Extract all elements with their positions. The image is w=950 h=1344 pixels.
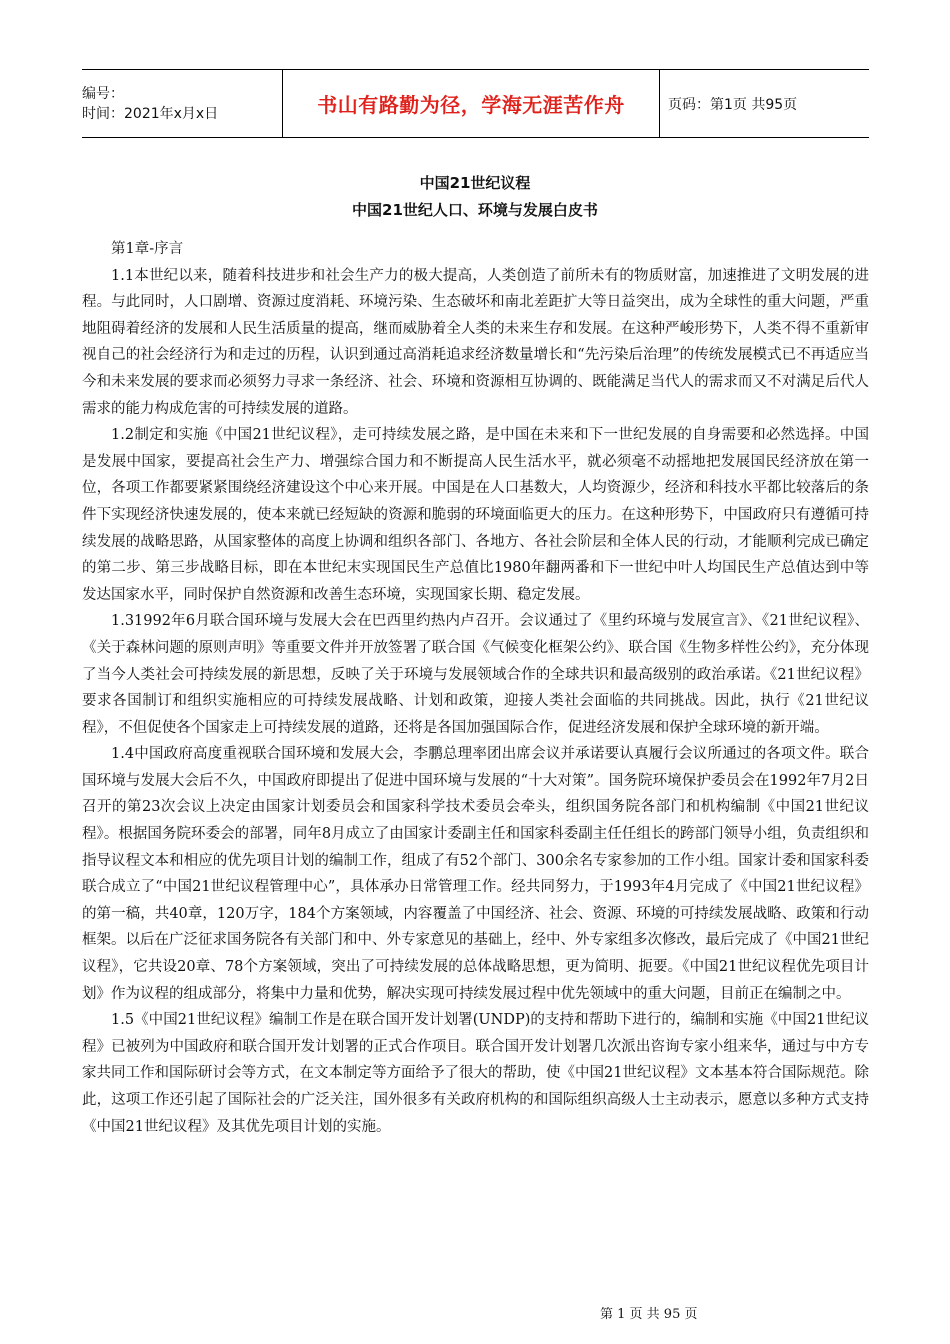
header-motto: 书山有路勤为径，学海无涯苦作舟 — [317, 93, 625, 117]
page-header — [82, 69, 869, 138]
chapter-heading: 第1章-序言 — [111, 241, 184, 257]
header-page-info: 页码：第1页 共95页 — [668, 96, 798, 113]
header-motto-cell — [283, 70, 660, 137]
header-meta — [82, 70, 283, 137]
paragraph-1-3: 1.31992年6月联合国环境与发展大会在巴西里约热内卢召开。会议通过了《里约环境与发展宣言》、《21世纪议程》、《关于森林问题的原则声明》等重要文件并开放签署了联合国《气候变化框架公约》、联合国《生物多样性公约》，充分体现了当今人类社会可持续发展的新思想，反映了关于环境与发展领域合作的全球共识和最高级别的政治承诺。《21世纪议程》要求各国制订和组织实施相应的可持续发展战略、计划和政策，迎接人类社会面临的共同挑战。因此，执行《21世纪议程》，不但促使各个国家走上可持续发展的道路，还将是各国加强国际合作，促进经济发展和保护全球环境的新开端。 — [82, 613, 869, 736]
paragraph-1-4: 1.4中国政府高度重视联合国环境和发展大会，李鹏总理率团出席会议并承诺要认真履行会议所通过的各项文件。联合国环境与发展大会后不久，中国政府即提出了促进中国环境与发展的“十大对策”。国务院环境保护委员会在1992年7月2日召开的第23次会议上决定由国家计划委员会和国家科学技术委员会牵头，组织国务院各部门和机构编制《中国21世纪议程》。根据国务院环委会的部署，同年8月成立了由国家计委副主任和国家科委副主任任组长的跨部门领导小组，负责组织和指导议程文本和相应的优先项目计划的编制工作，组成了有52个部门、300余名专家参加的工作小组。国家计委和国家科委联合成立了“中国21世纪议程管理中心”，具体承办日常管理工作。经共同努力，于1993年4月完成了《中国21世纪议程》的第一稿，共40章，120万字，184个方案领域，内容覆盖了中国经济、社会、资源、环境的可持续发展战略、政策和行动框架。以后在广泛征求国务院各有关部门和中、外专家意见的基础上，经中、外专家组多次修改，最后完成了《中国21世纪议程》，它共设20章、78个方案领域，突出了可持续发展的总体战略思想，更为简明、扼要。《中国21世纪议程优先项目计划》作为议程的组成部分，将集中力量和优势，解决实现可持续发展过程中优先领域中的重大问题，目前正在编制之中。 — [82, 746, 869, 1002]
document-subtitle: 中国21世纪人口、环境与发展白皮书 — [352, 201, 598, 219]
page-footer: 第 1 页 共 95 页 — [600, 1307, 698, 1322]
document-time-label: 时间：2021年x月x日 — [82, 105, 219, 122]
document-body — [82, 236, 869, 1140]
document-number-label: 编号： — [82, 85, 124, 102]
paragraph-1-1: 1.1本世纪以来，随着科技进步和社会生产力的极大提高，人类创造了前所未有的物质财富，加速推进了文明发展的进程。与此同时，人口剧增、资源过度消耗、环境污染、生态破坏和南北差距扩大等日益突出，成为全球性的重大问题，严重地阻碍着经济的发展和人民生活质量的提高，继而威胁着全人类的未来生存和发展。在这种严峻形势下，人类不得不重新审视自己的社会经济行为和走过的历程，认识到通过高消耗追求经济数量增长和“先污染后治理”的传统发展模式已不再适应当今和未来发展的要求而必须努力寻求一条经济、社会、环境和资源相互协调的、既能满足当代人的需求而又不对满足后代人需求的能力构成危害的可持续发展的道路。 — [82, 267, 869, 417]
paragraph-1-5: 1.5《中国21世纪议程》编制工作是在联合国开发计划署(UNDP)的支持和帮助下进行的，编制和实施《中国21世纪议程》已被列为中国政府和联合国开发计划署的正式合作项目。联合国开发计划署几次派出咨询专家小组来华，通过与中方专家共同工作和国际研讨会等方式，在文本制定等方面给予了很大的帮助，使《中国21世纪议程》文本基本符合国际规范。除此，这项工作还引起了国际社会的广泛关注，国外很多有关政府机构的和国际组织高级人士主动表示，愿意以多种方式支持《中国21世纪议程》及其优先项目计划的实施。 — [82, 1012, 869, 1135]
paragraph-1-2: 1.2制定和实施《中国21世纪议程》，走可持续发展之路，是中国在未来和下一世纪发展的自身需要和必然选择。中国是发展中国家，要提高社会生产力、增强综合国力和不断提高人民生活水平，就必须毫不动摇地把发展国民经济放在第一位，各项工作都要紧紧围绕经济建设这个中心来开展。中国是在人口基数大，人均资源少，经济和科技水平都比较落后的条件下实现经济快速发展的，使本来就已经短缺的资源和脆弱的环境面临更大的压力。在这种形势下，中国政府只有遵循可持续发展的战略思路，从国家整体的高度上协调和组织各部门、各地方、各社会阶层和全体人民的行动，才能顺利完成已确定的第二步、第三步战略目标，即在本世纪末实现国民生产总值比1980年翻两番和下一世纪中叶人均国民生产总值达到中等发达国家水平，同时保护自然资源和改善生态环境，实现国家长期、稳定发展。 — [82, 427, 869, 603]
document-title: 中国21世纪议程 — [419, 174, 531, 192]
